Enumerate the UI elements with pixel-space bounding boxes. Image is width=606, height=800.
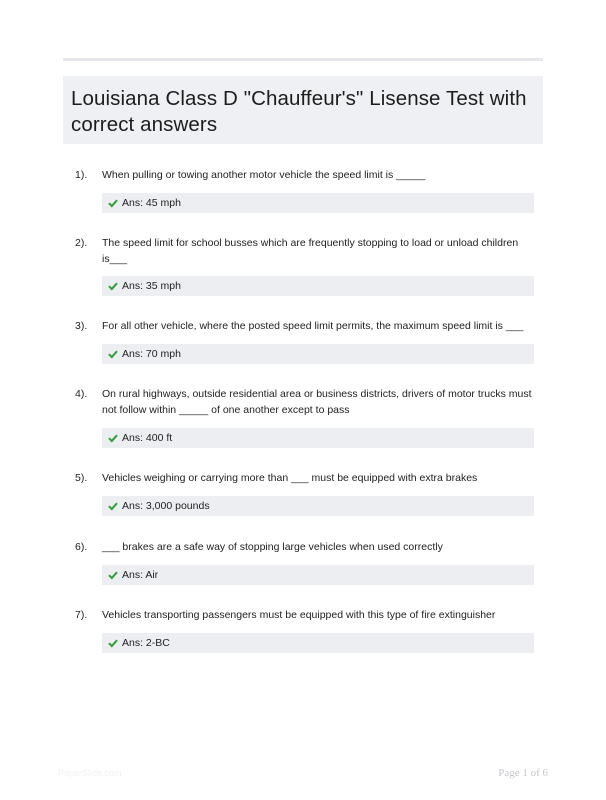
check-icon xyxy=(108,281,118,291)
answer-text: Ans: 35 mph xyxy=(122,280,181,292)
question-text: Vehicles weighing or carrying more than ___ must be equipped with extra brakes xyxy=(102,472,478,484)
check-icon xyxy=(108,198,118,208)
question-text: Vehicles transporting passengers must be equipped with this type of fire extinguisher xyxy=(102,609,496,621)
answer-text: Ans: 45 mph xyxy=(122,197,181,209)
question-number: 1). xyxy=(75,169,88,181)
answer-box xyxy=(102,496,534,516)
check-icon xyxy=(108,501,118,511)
answer-text: Ans: 70 mph xyxy=(122,348,181,360)
question-text: When pulling or towing another motor vehicle the speed limit is _____ xyxy=(102,169,426,181)
top-divider xyxy=(63,58,543,61)
check-icon xyxy=(108,349,118,359)
title-banner xyxy=(63,76,543,144)
answer-box xyxy=(102,633,534,653)
answer-text: Ans: 2-BC xyxy=(122,637,170,649)
answer-text: Ans: 400 ft xyxy=(122,432,173,444)
question-number: 3). xyxy=(75,320,88,332)
answer-box xyxy=(102,193,534,213)
footer-watermark: PaperSlide.com xyxy=(58,768,122,778)
question-number: 6). xyxy=(75,541,88,553)
answer-box xyxy=(102,276,534,296)
question-number: 7). xyxy=(75,609,88,621)
page-title: Louisiana Class D "Chauffeur's" Lisense Test with correct answers xyxy=(71,87,527,136)
question-text: For all other vehicle, where the posted speed limit permits, the maximum speed limit is ___ xyxy=(102,320,524,332)
check-icon xyxy=(108,638,118,648)
question-number: 5). xyxy=(75,472,88,484)
question-text: The speed limit for school busses which are frequently stopping to load or unload children is___ xyxy=(102,237,519,265)
page-indicator: Page 1 of 6 xyxy=(498,767,548,779)
question-text: On rural highways, outside residential area or business districts, drivers of motor trucks must not follow within _____ of one another except to pass xyxy=(102,388,532,416)
answer-text: Ans: 3,000 pounds xyxy=(122,500,210,512)
question-text: ___ brakes are a safe way of stopping large vehicles when used correctly xyxy=(102,541,443,553)
answer-box xyxy=(102,565,534,585)
answer-box xyxy=(102,428,534,448)
check-icon xyxy=(108,433,118,443)
check-icon xyxy=(108,570,118,580)
answer-text: Ans: Air xyxy=(122,569,159,581)
answer-box xyxy=(102,344,534,364)
question-number: 2). xyxy=(75,237,88,249)
question-number: 4). xyxy=(75,388,88,400)
